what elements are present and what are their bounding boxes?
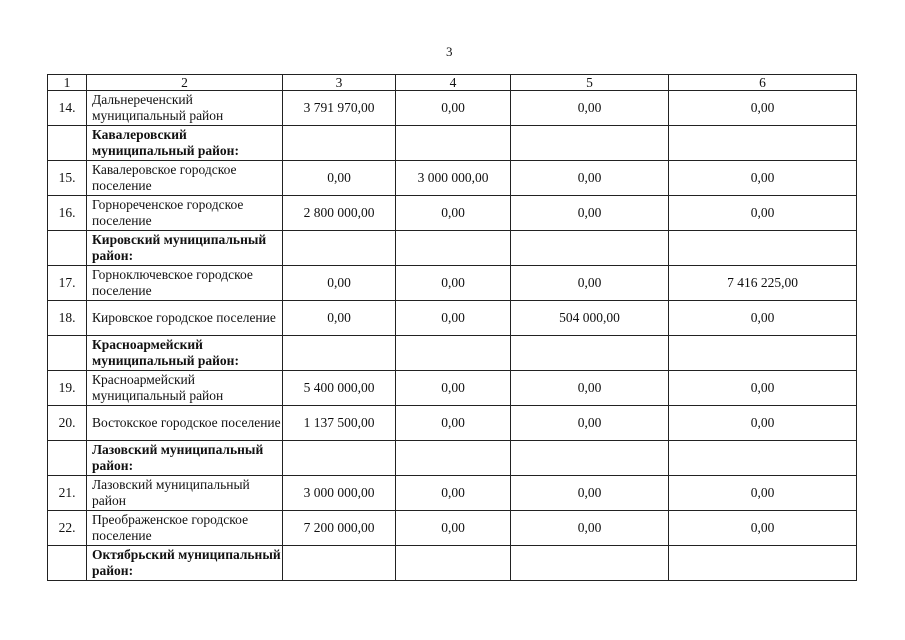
value-col-5: 0,00 (511, 161, 669, 196)
value-col-5 (511, 336, 669, 371)
row-name: Дальнереченский муниципальный район (87, 91, 283, 126)
table-row (48, 301, 857, 336)
row-name: Кавалеровское городское поселение (87, 161, 283, 196)
value-col-6: 7 416 225,00 (669, 266, 857, 301)
district-name: Красноармейский муниципальный район: (87, 336, 283, 371)
value-col-5 (511, 126, 669, 161)
row-number: 14. (48, 91, 87, 126)
value-col-4: 0,00 (396, 266, 511, 301)
row-number (48, 231, 87, 266)
value-col-3: 3 791 970,00 (283, 91, 396, 126)
value-col-3: 0,00 (283, 301, 396, 336)
header-cell: 2 (87, 75, 283, 91)
row-number (48, 126, 87, 161)
page-number: 3 (446, 44, 453, 59)
value-col-5: 0,00 (511, 406, 669, 441)
row-number (48, 336, 87, 371)
table-row (48, 406, 857, 441)
value-col-6: 0,00 (669, 161, 857, 196)
value-col-4 (396, 231, 511, 266)
row-number (48, 546, 87, 581)
header-cell: 1 (48, 75, 87, 91)
value-col-5 (511, 441, 669, 476)
value-col-4 (396, 126, 511, 161)
district-name: Октябрьский муниципальный район: (87, 546, 283, 581)
district-row (48, 336, 857, 371)
value-col-5: 0,00 (511, 476, 669, 511)
value-col-6 (669, 546, 857, 581)
district-row (48, 546, 857, 581)
district-name: Кировский муниципальный район: (87, 231, 283, 266)
value-col-6 (669, 441, 857, 476)
row-number: 17. (48, 266, 87, 301)
row-name: Кировское городское поселение (87, 301, 283, 336)
budget-table (47, 74, 857, 581)
value-col-4: 0,00 (396, 371, 511, 406)
value-col-5: 0,00 (511, 196, 669, 231)
row-number (48, 441, 87, 476)
value-col-4 (396, 441, 511, 476)
value-col-4: 3 000 000,00 (396, 161, 511, 196)
value-col-5: 0,00 (511, 266, 669, 301)
value-col-3 (283, 336, 396, 371)
table-row (48, 161, 857, 196)
header-cell: 3 (283, 75, 396, 91)
row-name: Горнореченское городское поселение (87, 196, 283, 231)
value-col-3 (283, 126, 396, 161)
value-col-5: 504 000,00 (511, 301, 669, 336)
district-name: Лазовский муниципальный район: (87, 441, 283, 476)
row-number: 16. (48, 196, 87, 231)
value-col-6 (669, 126, 857, 161)
value-col-5: 0,00 (511, 511, 669, 546)
table-row (48, 266, 857, 301)
value-col-6: 0,00 (669, 371, 857, 406)
district-row (48, 126, 857, 161)
table-row (48, 371, 857, 406)
value-col-3: 5 400 000,00 (283, 371, 396, 406)
table-row (48, 476, 857, 511)
value-col-4 (396, 336, 511, 371)
row-number: 19. (48, 371, 87, 406)
header-cell: 6 (669, 75, 857, 91)
row-number: 20. (48, 406, 87, 441)
row-name: Лазовский муниципальный район (87, 476, 283, 511)
row-name: Горноключевское городское поселение (87, 266, 283, 301)
value-col-6 (669, 336, 857, 371)
value-col-3 (283, 231, 396, 266)
value-col-6 (669, 231, 857, 266)
value-col-5: 0,00 (511, 371, 669, 406)
value-col-3 (283, 441, 396, 476)
value-col-5 (511, 231, 669, 266)
value-col-4: 0,00 (396, 196, 511, 231)
row-number: 21. (48, 476, 87, 511)
table-row (48, 196, 857, 231)
value-col-6: 0,00 (669, 511, 857, 546)
row-name: Преображенское городское поселение (87, 511, 283, 546)
row-name: Востокское городское поселение (87, 406, 283, 441)
value-col-6: 0,00 (669, 196, 857, 231)
value-col-4: 0,00 (396, 91, 511, 126)
row-number: 22. (48, 511, 87, 546)
value-col-3: 3 000 000,00 (283, 476, 396, 511)
value-col-5 (511, 546, 669, 581)
table-row (48, 91, 857, 126)
header-row (48, 75, 857, 91)
value-col-3: 1 137 500,00 (283, 406, 396, 441)
value-col-4: 0,00 (396, 301, 511, 336)
district-row (48, 231, 857, 266)
value-col-4: 0,00 (396, 406, 511, 441)
district-row (48, 441, 857, 476)
value-col-6: 0,00 (669, 406, 857, 441)
row-name: Красноармейский муниципальный район (87, 371, 283, 406)
value-col-3 (283, 546, 396, 581)
value-col-4: 0,00 (396, 511, 511, 546)
header-cell: 4 (396, 75, 511, 91)
row-number: 15. (48, 161, 87, 196)
value-col-6: 0,00 (669, 301, 857, 336)
value-col-3: 7 200 000,00 (283, 511, 396, 546)
value-col-6: 0,00 (669, 91, 857, 126)
value-col-3: 2 800 000,00 (283, 196, 396, 231)
table-row (48, 511, 857, 546)
value-col-5: 0,00 (511, 91, 669, 126)
value-col-3: 0,00 (283, 161, 396, 196)
district-name: Кавалеровский муниципальный район: (87, 126, 283, 161)
value-col-4 (396, 546, 511, 581)
value-col-4: 0,00 (396, 476, 511, 511)
header-cell: 5 (511, 75, 669, 91)
value-col-6: 0,00 (669, 476, 857, 511)
value-col-3: 0,00 (283, 266, 396, 301)
row-number: 18. (48, 301, 87, 336)
